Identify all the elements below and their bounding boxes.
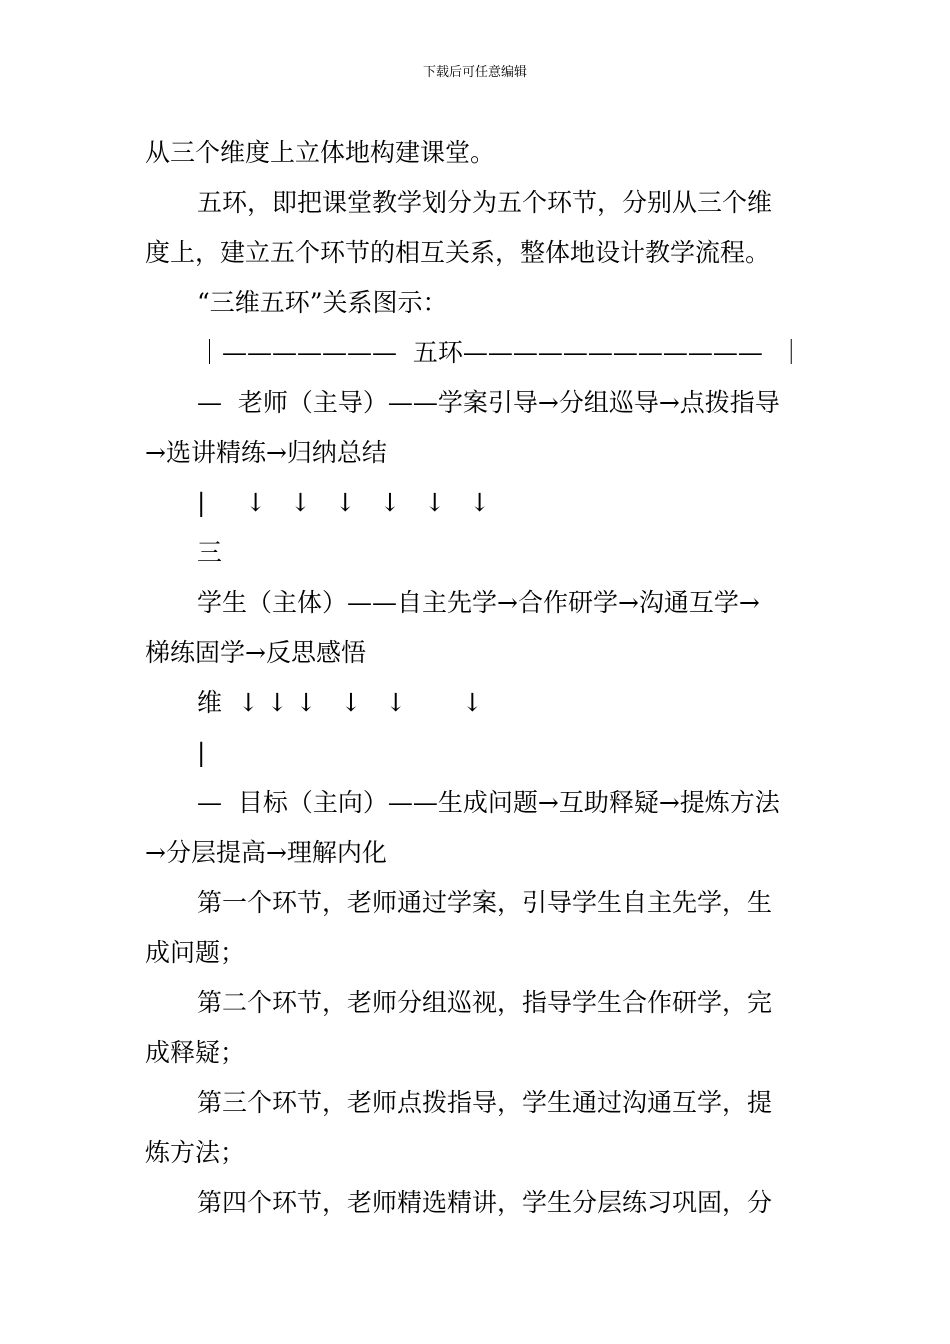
paragraph-line: 五环，即把课堂教学划分为五个环节，分别从三个维 <box>197 188 773 217</box>
paragraph-line: 从三个维度上立体地构建课堂。 <box>145 138 496 167</box>
paragraph-line: 第三个环节，老师点拨指导，学生通过沟通互学，提 <box>197 1088 773 1117</box>
diagram-student-row: 学生（主体）——自主先学→合作研学→沟通互学→ <box>197 588 760 617</box>
paragraph-line: 炼方法； <box>145 1138 246 1167</box>
paragraph-line: 第一个环节，老师通过学案，引导学生自主先学，生 <box>197 888 773 917</box>
diagram-title: “三维五环”关系图示： <box>197 288 448 317</box>
paragraph-line: 成释疑； <box>145 1038 246 1067</box>
diagram-teacher-row: — 老师（主导）——学案引导→分组巡导→点拨指导 <box>197 388 780 417</box>
diagram-arrow-row: 维 ↓ ↓ ↓ ↓ ↓ ↓ <box>197 688 483 717</box>
paragraph-line: 成问题； <box>145 938 246 967</box>
paragraph-line: 第四个环节，老师精选精讲，学生分层练习巩固，分 <box>197 1188 773 1217</box>
diagram-dimension-label: 三 <box>197 538 223 567</box>
diagram-bar: | <box>197 738 206 767</box>
diagram-student-row-cont: 梯练固学→反思感悟 <box>145 638 366 667</box>
diagram-goal-row: — 目标（主向）——生成问题→互助释疑→提炼方法 <box>197 788 780 817</box>
diagram-teacher-row-cont: →选讲精练→归纳总结 <box>145 438 387 467</box>
paragraph-line: 第二个环节，老师分组巡视，指导学生合作研学，完 <box>197 988 773 1017</box>
document-body <box>145 128 805 1228</box>
diagram-header-row: ｜——————— 五环———————————— ｜ <box>197 338 804 367</box>
page-header: 下载后可任意编辑 <box>422 65 527 80</box>
diagram-goal-row-cont: →分层提高→理解内化 <box>145 838 387 867</box>
diagram-arrow-row: | ↓ ↓ ↓ ↓ ↓ ↓ <box>197 488 491 517</box>
paragraph-line: 度上，建立五个环节的相互关系，整体地设计教学流程。 <box>145 238 771 267</box>
